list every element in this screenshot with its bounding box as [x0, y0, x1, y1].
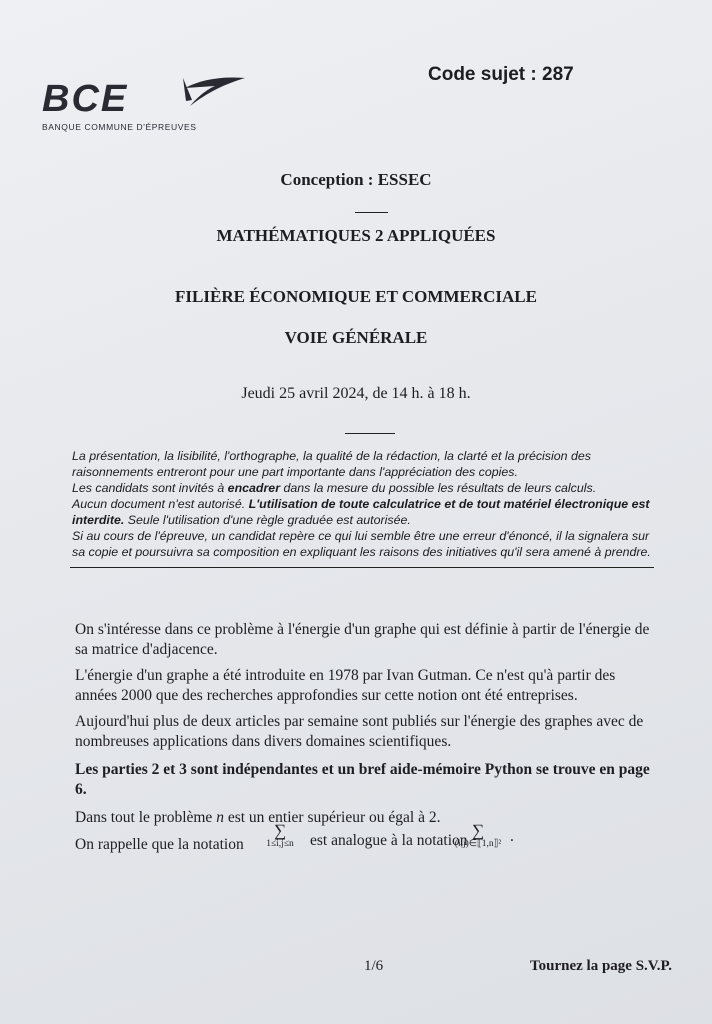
turn-page-note: Tournez la page S.V.P.	[530, 958, 672, 974]
code-sujet: Code sujet : 287	[428, 64, 574, 85]
notation-period: .	[510, 828, 514, 845]
filiere-title: FILIÈRE ÉCONOMIQUE ET COMMERCIALE	[175, 287, 537, 306]
history-paragraph	[75, 666, 650, 706]
instructions-block	[72, 448, 660, 560]
parts-note	[75, 760, 650, 800]
paragraph-text: Aujourd'hui plus de deux articles par semaine sont publiés sur l'énergie des graphes avec de nombreuses applications dans divers domaines scientifiques.	[75, 713, 644, 750]
voie-title: VOIE GÉNÉRALE	[284, 328, 428, 347]
sum-sign: ∑	[273, 821, 287, 840]
paragraph-text	[75, 808, 650, 828]
instruction-text: Les candidats sont invités à	[72, 481, 228, 495]
page-number: 1/6	[364, 958, 384, 974]
sum-subscript-2: (i,j)∈⟦1,n⟧²	[454, 839, 502, 849]
instruction-text: Aucun document n'est autorisé.	[72, 497, 249, 511]
instruction-presentation: La présentation, la lisibilité, l'orthographe, la qualité de la rédaction, la clarté et la précision des raisonnements entreront pour une part importante dans l'appréciation des copies.	[72, 449, 591, 479]
text-run: est un entier supérieur ou égal à 2.	[223, 809, 441, 826]
subject-title: MATHÉMATIQUES 2 APPLIQUÉES	[216, 226, 496, 245]
notation-text-1: On rappelle que la notation	[75, 836, 244, 853]
logo-subtitle: BANQUE COMMUNE D'ÉPREUVES	[42, 122, 197, 132]
n-definition	[75, 808, 650, 828]
divider-short-2	[345, 433, 395, 434]
instruction-emphasis: encadrer	[227, 481, 281, 495]
instruction-erreur: Si au cours de l'épreuve, un candidat repère ce qui lui semble être une erreur d'énoncé, il la signalera sur sa copie et poursuivra sa composition en expliquant les raisons des initiatives qu'il sera amené à prendre.	[72, 529, 651, 559]
divider-long	[70, 567, 654, 568]
paragraph-text: On s'intéresse dans ce problème à l'énergie d'un graphe qui est définie à partir de l'énergie de sa matrice d'adjacence.	[75, 621, 650, 658]
math-n: n	[216, 809, 224, 826]
sum-notation-2	[448, 823, 508, 849]
notation-text-2: est analogue à la notation	[310, 832, 468, 849]
instruction-encadrer	[72, 480, 660, 496]
sum-notation-1	[250, 823, 310, 849]
text-run: Dans tout le problème	[75, 809, 217, 826]
logo-text: BCE	[42, 78, 129, 120]
sum-subscript-1: 1≤i,j≤n	[266, 839, 294, 849]
instruction-text: Seule l'utilisation d'une règle graduée est autorisée.	[124, 513, 411, 527]
sum-sign: ∑	[471, 821, 485, 840]
conception-label: Conception : ESSEC	[280, 170, 432, 189]
intro-paragraph	[75, 620, 650, 660]
paragraph-text: L'énergie d'un graphe a été introduite en 1978 par Ivan Gutman. Ce n'est qu'à partir des années 2000 que des recherches approfondies sur cette notion ont été entreprises.	[75, 667, 616, 704]
paragraph-text: Les parties 2 et 3 sont indépendantes et un bref aide-mémoire Python se trouve en page 6.	[75, 761, 650, 798]
instruction-emphasis: L'utilisation de toute calculatrice et de tout matériel électronique est interdite.	[72, 497, 650, 527]
exam-date: Jeudi 25 avril 2024, de 14 h. à 18 h.	[241, 385, 471, 402]
divider-short-1	[355, 212, 388, 213]
instruction-documents	[72, 496, 660, 528]
articles-paragraph	[75, 712, 650, 752]
instruction-text: dans la mesure du possible les résultats de leurs calculs.	[280, 481, 597, 495]
